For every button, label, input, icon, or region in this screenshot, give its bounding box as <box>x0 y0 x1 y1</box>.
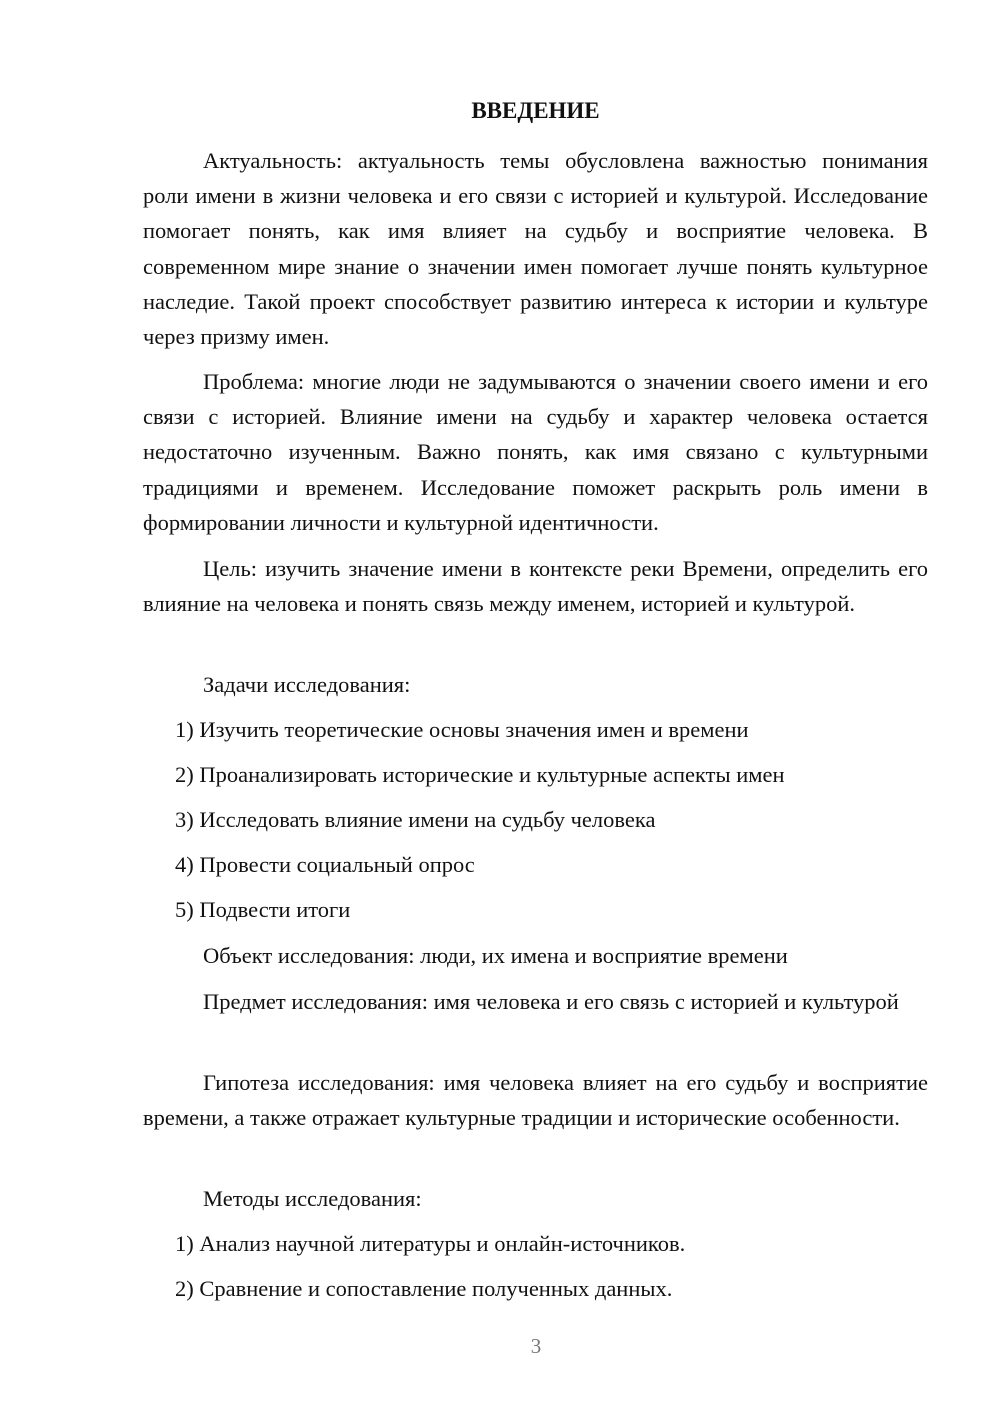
task-item: 5) Подвести итоги <box>175 897 351 922</box>
page-number: 3 <box>530 1334 542 1358</box>
task-item: 2) Проанализировать исторические и культурные аспекты имен <box>175 762 785 787</box>
methods-title: Методы исследования: <box>203 1186 422 1211</box>
relevance-paragraph: Актуальность: актуальность темы обусловлена важностью понимания роли имени в жизни человека и его связи с историей и культурой. Исследование помогает понять, как имя влияет на судьбу и восприятие человека. В современном мире знание о значении имен помогает лучше понять культурное наследие. Такой проект способствует развитию интереса к истории и культуре через призму имен. <box>143 148 928 350</box>
problem-paragraph: Проблема: многие люди не задумываются о значении своего имени и его связи с историей. Влияние имени на судьбу и характер человека остается недостаточно изученным. Важно понять, как имя связано с культурными традициями и временем. Исследование поможет раскрыть роль имени в формировании личности и культурной идентичности. <box>143 369 928 535</box>
tasks-title: Задачи исследования: <box>203 672 411 697</box>
task-item: 3) Исследовать влияние имени на судьбу человека <box>175 807 656 832</box>
hypothesis-paragraph: Гипотеза исследования: имя человека влияет на его судьбу и восприятие времени, а также отражает культурные традиции и исторические особенности. <box>143 1070 928 1131</box>
task-item: 1) Изучить теоретические основы значения имен и времени <box>175 717 749 742</box>
section-heading: ВВЕДЕНИЕ <box>471 98 600 123</box>
goal-paragraph: Цель: изучить значение имени в контексте реки Времени, определить его влияние на человека и понять связь между именем, историей и культурой. <box>143 556 928 617</box>
subject-paragraph: Предмет исследования: имя человека и его связь с историей и культурой <box>203 989 899 1014</box>
task-item: 4) Провести социальный опрос <box>175 852 475 877</box>
method-item: 1) Анализ научной литературы и онлайн-источников. <box>175 1231 686 1256</box>
object-paragraph: Объект исследования: люди, их имена и восприятие времени <box>203 943 788 968</box>
method-item: 2) Сравнение и сопоставление полученных данных. <box>175 1276 673 1301</box>
